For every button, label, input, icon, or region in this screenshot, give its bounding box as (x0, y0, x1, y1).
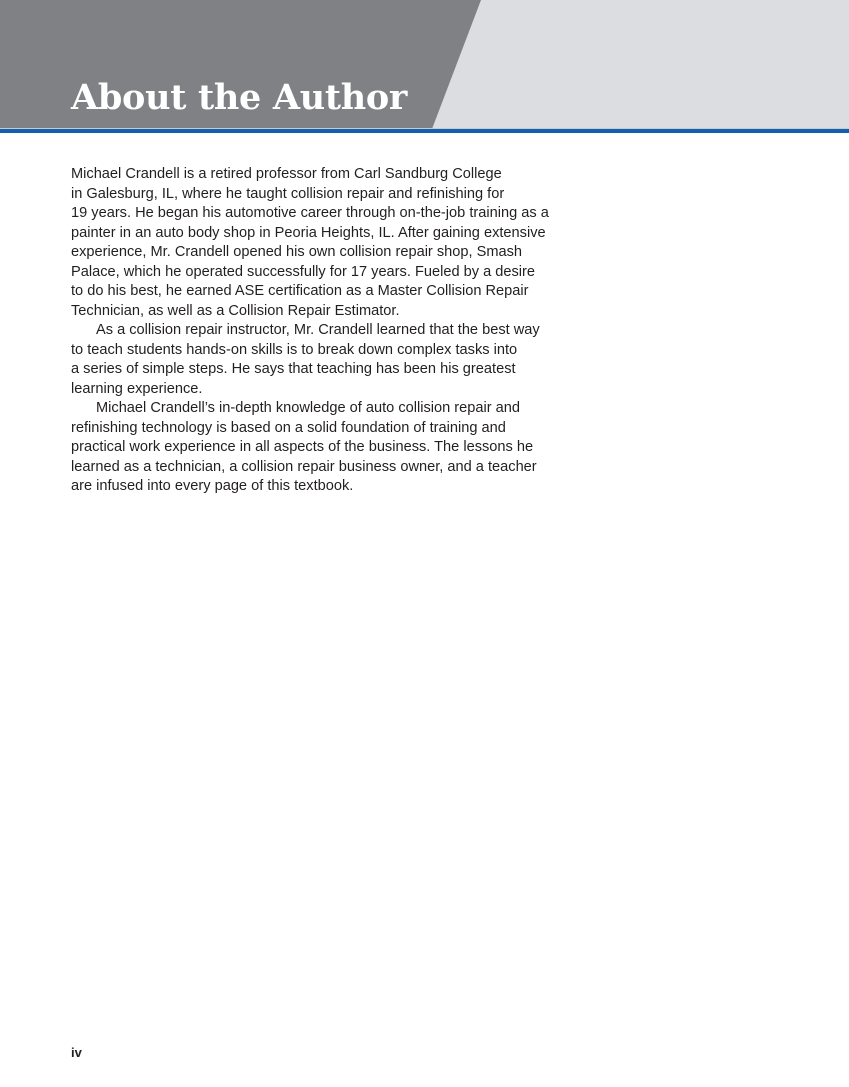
paragraph-3 (71, 399, 576, 497)
text-line: learning experience. (71, 380, 203, 397)
text-line: to teach students hands-on skills is to break down complex tasks into (71, 341, 518, 358)
paragraph-1 (71, 165, 576, 321)
text-line: 19 years. He began his automotive career through on-the-job training as a (71, 205, 549, 221)
text-line: refinishing technology is based on a solid foundation of training and (71, 419, 506, 436)
text-line: painter in an auto body shop in Peoria Heights, IL. After gaining extensive (71, 224, 546, 241)
text-line: are infused into every page of this textbook. (71, 478, 354, 494)
text-line: experience, Mr. Crandell opened his own collision repair shop, Smash (71, 244, 523, 260)
author-bio (71, 165, 576, 497)
text-line: in Galesburg, IL, where he taught collision repair and refinishing for (71, 185, 505, 202)
text-line: As a collision repair instructor, Mr. Crandell learned that the best way (96, 322, 540, 338)
text-line: Palace, which he operated successfully for 17 years. Fueled by a desire (71, 263, 536, 280)
page-number: iv (71, 1045, 82, 1060)
header-rule-accent (0, 129, 849, 133)
text-line: Michael Crandell’s in-depth knowledge of auto collision repair and (96, 400, 521, 416)
text-line: Technician, as well as a Collision Repair Estimator. (71, 302, 400, 319)
text-line: practical work experience in all aspects of the business. The lessons he (71, 439, 534, 455)
page-title: About the Author (71, 77, 408, 118)
paragraph-2 (71, 321, 576, 399)
text-line: learned as a technician, a collision repair business owner, and a teacher (71, 458, 537, 475)
text-line: Michael Crandell is a retired professor from Carl Sandburg College (71, 166, 502, 182)
text-line: to do his best, he earned ASE certification as a Master Collision Repair (71, 283, 529, 299)
text-line: a series of simple steps. He says that teaching has been his greatest (71, 361, 516, 377)
header-band (0, 0, 849, 129)
